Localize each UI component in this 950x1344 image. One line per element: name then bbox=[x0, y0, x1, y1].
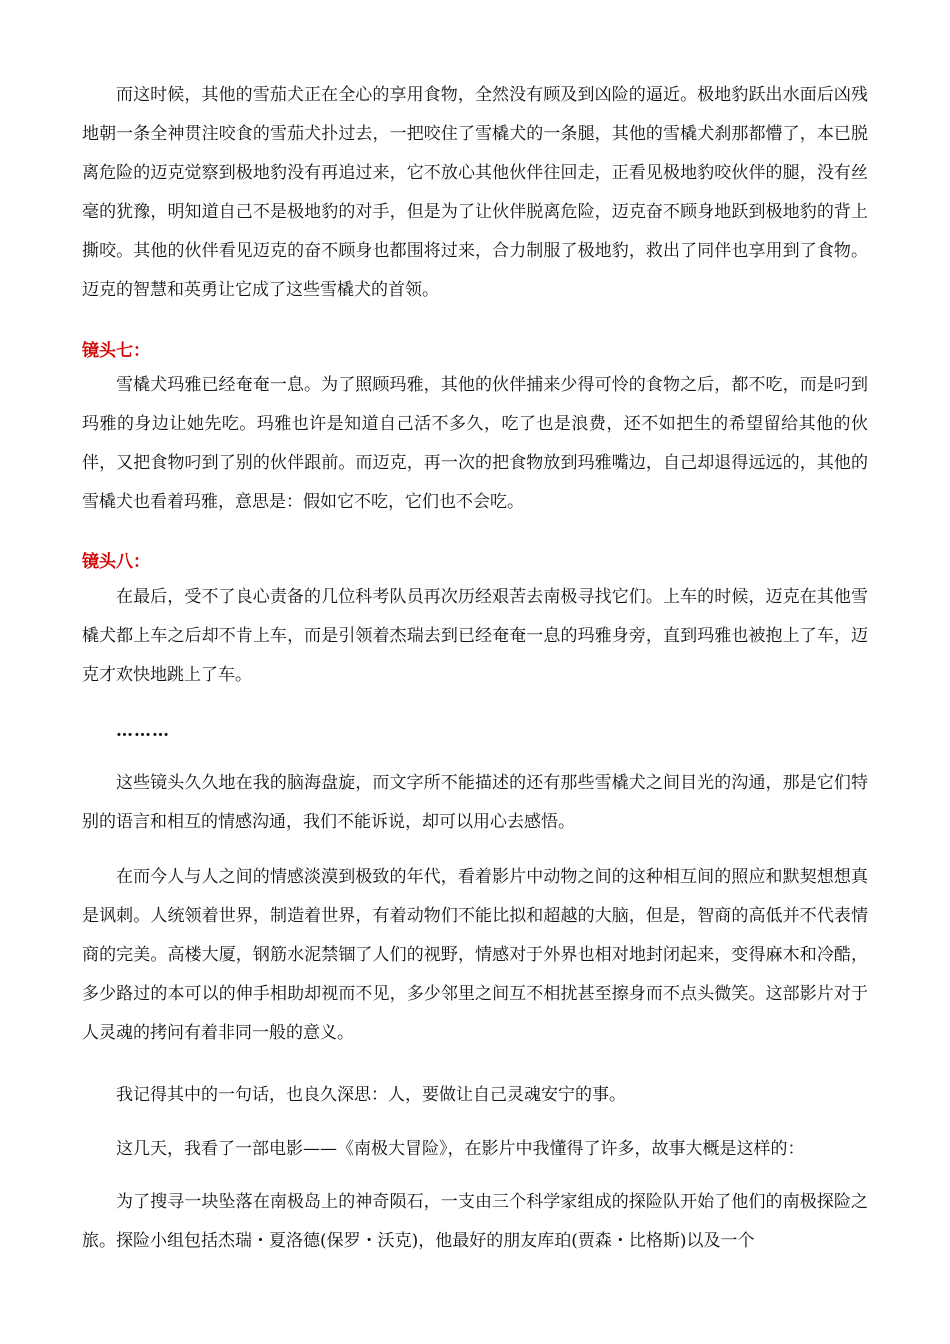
paragraph-5: 在而今人与人之间的情感淡漠到极致的年代，看着影片中动物之间的这种相互间的照应和默契想想真是讽刺。人统领着世界，制造着世界，有着动物们不能比拟和超越的大脑，但是，智商的高低并不代表情商的完美。高楼大厦，钢筋水泥禁锢了人们的视野，情感对于外界也相对地封闭起来，变得麻木和冷酷，多少路过的本可以的伸手相助却视而不见，多少邻里之间互不相扰甚至擦身而不点头微笑。这部影片对于人灵魂的拷问有着非同一般的意义。 bbox=[82, 867, 868, 1043]
paragraph-2: 雪橇犬玛雅已经奄奄一息。为了照顾玛雅，其他的伙伴捕来少得可怜的食物之后，都不吃，而是叼到玛雅的身边让她先吃。玛雅也许是知道自己活不多久，吃了也是浪费，还不如把生的希望留给其他的伙伴，又把食物叼到了别的伙伴跟前。而迈克，再一次的把食物放到玛雅嘴边，自己却退得远远的，其他的雪橇犬也看着玛雅，意思是：假如它不吃，它们也不会吃。 bbox=[82, 375, 868, 512]
ellipsis: ……… bbox=[116, 721, 170, 741]
paragraph-3: 在最后，受不了良心责备的几位科考队员再次历经艰苦去南极寻找它们。上车的时候，迈克在其他雪橇犬都上车之后却不肯上车，而是引领着杰瑞去到已经奄奄一息的玛雅身旁，直到玛雅也被抱上了车，迈克才欢快地跳上了车。 bbox=[82, 587, 868, 685]
paragraph-8: 为了搜寻一块坠落在南极岛上的神奇陨石，一支由三个科学家组成的探险队开始了他们的南极探险之旅。探险小组包括杰瑞・夏洛德(保罗・沃克)，他最好的朋友库珀(贾森・比格斯)以及一个 bbox=[82, 1192, 868, 1251]
heading-shot-8: 镜头八： bbox=[82, 552, 150, 572]
paragraph-1: 而这时候，其他的雪茄犬正在全心的享用食物，全然没有顾及到凶险的逼近。极地豹跃出水面后凶残地朝一条全神贯注咬食的雪茄犬扑过去，一把咬住了雪橇犬的一条腿，其他的雪橇犬刹那都懵了，本已脱离危险的迈克觉察到极地豹没有再追过来，它不放心其他伙伴往回走，正看见极地豹咬伙伴的腿，没有丝毫的犹豫，明知道自己不是极地豹的对手，但是为了让伙伴脱离危险，迈克奋不顾身地跃到极地豹的背上撕咬。其他的伙伴看见迈克的奋不顾身也都围将过来，合力制服了极地豹，救出了同伴也享用到了食物。迈克的智慧和英勇让它成了这些雪橇犬的首领。 bbox=[82, 85, 868, 300]
paragraph-4: 这些镜头久久地在我的脑海盘旋，而文字所不能描述的还有那些雪橇犬之间目光的沟通，那是它们特别的语言和相互的情感沟通，我们不能诉说，却可以用心去感悟。 bbox=[82, 773, 868, 832]
paragraph-7: 这几天，我看了一部电影——《南极大冒险》，在影片中我懂得了许多，故事大概是这样的： bbox=[116, 1139, 805, 1159]
paragraph-6: 我记得其中的一句话，也良久深思：人，要做让自己灵魂安宁的事。 bbox=[116, 1085, 626, 1105]
heading-shot-7: 镜头七： bbox=[82, 341, 150, 361]
